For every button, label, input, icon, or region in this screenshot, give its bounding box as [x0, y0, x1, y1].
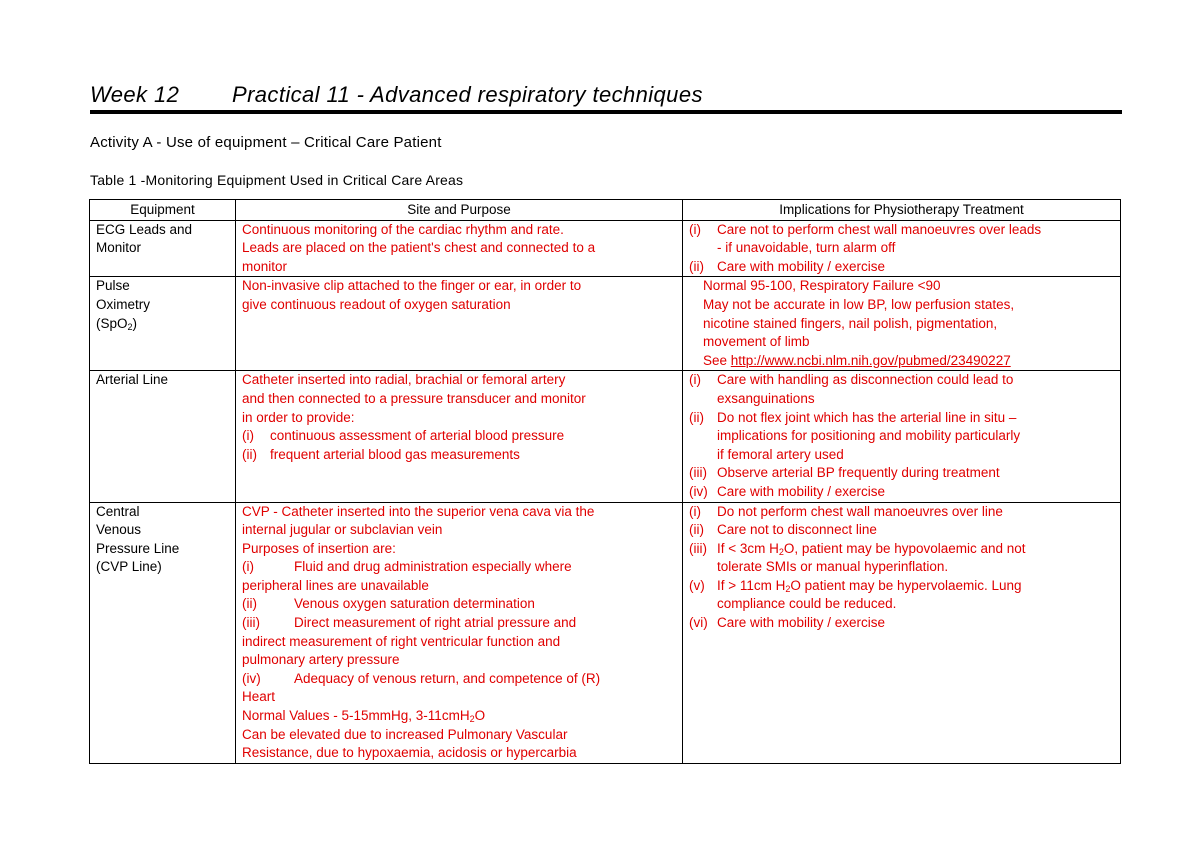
list-item — [689, 464, 1114, 483]
equipment-text: Arterial Line — [96, 372, 169, 388]
item-number: (iv) — [242, 670, 261, 686]
item-number: (i) — [689, 372, 701, 388]
item-text: Care with handling as disconnection could lead to — [717, 372, 1014, 388]
implications-cell — [683, 277, 1121, 371]
site-cell — [236, 502, 683, 763]
list-item — [689, 521, 1114, 540]
site-text: Catheter inserted into radial, brachial or femoral artery — [242, 372, 566, 388]
equipment-text: (SpO$_2$) — [96, 315, 138, 332]
equipment-cell — [90, 220, 236, 277]
list-item — [242, 446, 676, 465]
equipment-text: Pulse — [96, 278, 130, 294]
item-text: implications for positioning and mobility particularly — [717, 428, 1021, 444]
site-text: Continuous monitoring of the cardiac rhythm and rate. — [242, 221, 564, 237]
table-row — [90, 371, 1121, 502]
equipment-cell — [90, 502, 236, 763]
implication-text: May not be accurate in low BP, low perfusion states, — [703, 296, 1015, 312]
item-number: (i) — [689, 503, 701, 519]
item-number: (ii) — [242, 596, 257, 612]
implication-text: Normal 95-100, Respiratory Failure <90 — [703, 278, 941, 294]
table-row — [90, 220, 1121, 277]
list-item — [689, 577, 1114, 614]
item-number: (i) — [242, 559, 254, 575]
item-text: if femoral artery used — [717, 446, 844, 462]
item-text: Do not flex joint which has the arterial line in situ – — [717, 409, 1017, 425]
site-text: peripheral lines are unavailable — [242, 577, 429, 593]
list-item — [689, 483, 1114, 502]
site-cell — [236, 220, 683, 277]
list-item — [689, 540, 1114, 577]
equipment-text: (CVP Line) — [96, 559, 162, 575]
site-text: CVP - Catheter inserted into the superior vena cava via the — [242, 503, 595, 519]
list-item — [242, 614, 676, 633]
item-number: (iii) — [242, 615, 260, 631]
site-text: Heart — [242, 689, 276, 705]
implications-cell — [683, 371, 1121, 502]
normal-values: Normal Values - 5-15mmHg, 3-11cmH$_2$O — [242, 708, 486, 725]
column-header-equipment: Equipment — [90, 200, 236, 221]
site-text: and then connected to a pressure transducer and monitor — [242, 390, 586, 406]
week-label: Week 12 — [90, 82, 180, 107]
item-text: If > 11cm $H_2O$ patient may be hypervolaemic. Lung — [717, 577, 1022, 594]
site-text: Can be elevated due to increased Pulmonary Vascular — [242, 726, 568, 742]
list-item — [242, 670, 676, 689]
site-text: indirect measurement of right ventricular function and — [242, 633, 561, 649]
equipment-text: Monitor — [96, 240, 142, 256]
column-header-site: Site and Purpose — [236, 200, 683, 221]
item-number: (iii) — [689, 465, 707, 481]
implication-text: nicotine stained fingers, nail polish, pigmentation, — [703, 315, 998, 331]
monitoring-equipment-table — [89, 199, 1121, 764]
list-item — [689, 221, 1114, 258]
item-number: (i) — [242, 428, 254, 444]
item-number: (ii) — [242, 446, 257, 462]
list-item — [242, 595, 676, 614]
site-text: Purposes of insertion are: — [242, 540, 396, 556]
item-text: Do not perform chest wall manoeuvres over line — [717, 503, 1003, 519]
item-text: Care with mobility / exercise — [717, 258, 886, 274]
item-text: Fluid and drug administration especially where — [294, 559, 572, 575]
equipment-cell — [90, 371, 236, 502]
table-header-row — [90, 200, 1121, 221]
list-item — [689, 258, 1114, 277]
activity-heading: Activity A - Use of equipment – Critical Care Patient — [90, 134, 442, 151]
item-number: (ii) — [689, 522, 704, 538]
table-caption: Table 1 -Monitoring Equipment Used in Critical Care Areas — [90, 172, 464, 188]
item-text: Care with mobility / exercise — [717, 615, 886, 631]
item-text: Venous oxygen saturation determination — [294, 596, 535, 612]
implications-cell — [683, 502, 1121, 763]
page-title: Practical 11 - Advanced respiratory techniques — [232, 82, 703, 107]
equipment-text: ECG Leads and — [96, 221, 193, 237]
equipment-text: Pressure Line — [96, 540, 180, 556]
item-text: - if unavoidable, turn alarm off — [717, 240, 896, 256]
site-text: Leads are placed on the patient's chest and connected to a — [242, 240, 596, 256]
item-text: Care with mobility / exercise — [717, 483, 886, 499]
column-header-implications: Implications for Physiotherapy Treatment — [683, 200, 1121, 221]
implications-cell — [683, 220, 1121, 277]
list-item — [242, 558, 676, 577]
table-row — [90, 277, 1121, 371]
equipment-cell — [90, 277, 236, 371]
item-text: tolerate SMIs or manual hyperinflation. — [717, 559, 949, 575]
site-text: in order to provide: — [242, 409, 355, 425]
list-item — [689, 503, 1114, 522]
header-divider — [90, 110, 1122, 114]
item-text: compliance could be reduced. — [717, 596, 897, 612]
equipment-text: Oximetry — [96, 296, 150, 312]
site-text: Resistance, due to hypoxaemia, acidosis or hypercarbia — [242, 745, 577, 761]
table-row — [90, 502, 1121, 763]
implication-text: movement of limb — [703, 334, 810, 350]
item-text: Adequacy of venous return, and competence of (R) — [294, 670, 601, 686]
item-number: (iii) — [689, 540, 707, 556]
item-number: (iv) — [689, 483, 708, 499]
item-text: Care not to disconnect line — [717, 522, 877, 538]
site-text: Non-invasive clip attached to the finger or ear, in order to — [242, 278, 582, 294]
item-text: Observe arterial BP frequently during treatment — [717, 465, 1000, 481]
item-text: exsanguinations — [717, 390, 815, 406]
site-cell — [236, 371, 683, 502]
site-text: internal jugular or subclavian vein — [242, 522, 443, 538]
site-text: monitor — [242, 258, 288, 274]
item-number: (ii) — [689, 258, 704, 274]
item-number: (ii) — [689, 409, 704, 425]
item-text: If < 3cm $H_2O$, patient may be hypovolaemic and not — [717, 540, 1026, 557]
list-item — [242, 427, 676, 446]
site-text: pulmonary artery pressure — [242, 652, 400, 668]
list-item — [689, 371, 1114, 408]
pubmed-link[interactable]: http://www.ncbi.nlm.nih.gov/pubmed/23490227 — [730, 352, 1011, 368]
item-text: continuous assessment of arterial blood pressure — [270, 428, 565, 444]
item-number: (v) — [689, 577, 705, 593]
item-number: (i) — [689, 221, 701, 237]
reference-line: See http://www.ncbi.nlm.nih.gov/pubmed/23490227 — [703, 352, 1011, 368]
list-item — [689, 614, 1114, 633]
item-text: Direct measurement of right atrial pressure and — [294, 615, 577, 631]
item-text: Care not to perform chest wall manoeuvres over leads — [717, 221, 1042, 237]
site-cell — [236, 277, 683, 371]
equipment-text: Central — [96, 503, 140, 519]
item-number: (vi) — [689, 615, 708, 631]
site-text: give continuous readout of oxygen saturation — [242, 296, 511, 312]
equipment-text: Venous — [96, 522, 142, 538]
item-text: frequent arterial blood gas measurements — [270, 446, 520, 462]
list-item — [689, 409, 1114, 465]
